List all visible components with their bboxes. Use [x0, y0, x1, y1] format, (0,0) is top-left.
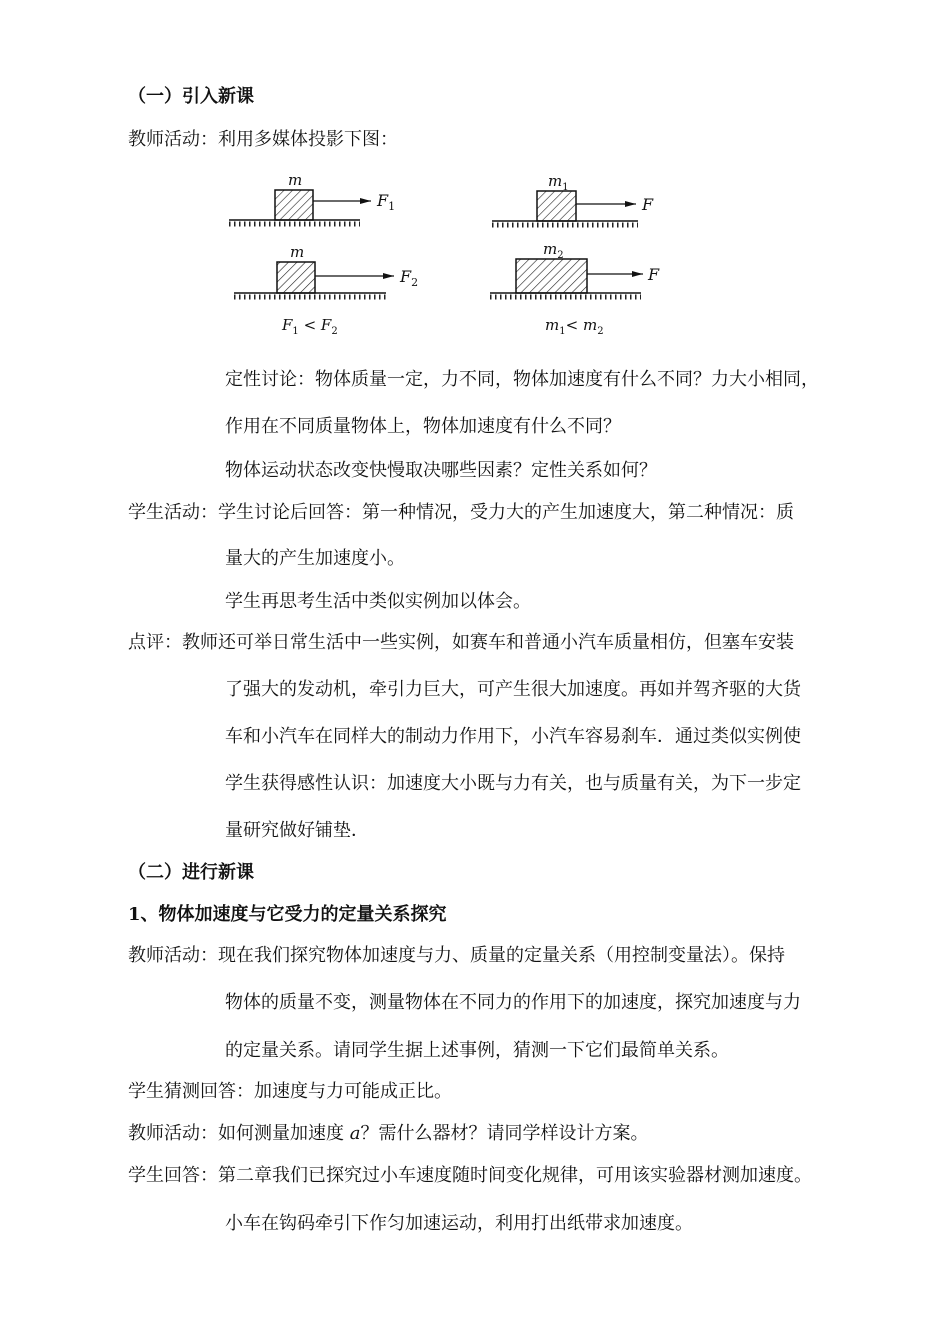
teacher-activity-line: 的定量关系。请同学生据上述事例，猜测一下它们最简单关系。: [225, 1040, 729, 1061]
teacher-activity-line: 教师活动：现在我们探究物体加速度与力、质量的定量关系（用控制变量法）。保持: [128, 945, 785, 966]
block-m: [277, 262, 315, 293]
force-label: F: [648, 265, 660, 284]
block-m2: [516, 259, 587, 293]
comment-line: 量研究做好铺垫．: [225, 820, 369, 841]
comment-line: 学生获得感性认识：加速度大小既与力有关，也与质量有关，为下一步定: [225, 773, 801, 794]
mass-label: m: [288, 171, 303, 189]
teacher-activity-line: 教师活动：利用多媒体投影下图：: [128, 129, 398, 150]
student-activity-line: 量大的产生加速度小。: [225, 548, 405, 569]
subsection-heading: 1、物体加速度与它受力的定量关系探究: [128, 904, 447, 925]
acceleration-symbol: a: [349, 1123, 361, 1144]
force-label: $F_1$: [377, 191, 396, 213]
discussion-line: 定性讨论：物体质量一定，力不同，物体加速度有什么不同？力大小相同，: [225, 369, 819, 390]
section-heading-intro: （一）引入新课: [128, 86, 254, 107]
mass-label: m: [290, 243, 305, 261]
right-caption: $m_1< m_2$: [545, 316, 604, 337]
force-label: $F_2$: [400, 267, 419, 289]
mass-label: $m_1$: [548, 172, 569, 193]
student-answer-line: 小车在钩码牵引下作匀加速运动，利用打出纸带求加速度。: [225, 1213, 693, 1234]
discussion-line: 物体运动状态改变快慢取决哪些因素？定性关系如何？: [225, 460, 657, 481]
teacher-activity-line: 物体的质量不变，测量物体在不同力的作用下的加速度，探究加速度与力: [225, 992, 801, 1013]
force-label: F: [642, 195, 654, 214]
teacher-question-line: [128, 1121, 648, 1147]
left-bottom-diagram: [234, 243, 418, 297]
teacher-question-text: ？需什么器材？请同学样设计方案。: [360, 1123, 649, 1144]
comment-line: 了强大的发动机，牵引力巨大，可产生很大加速度。再如并驾齐驱的大货: [225, 679, 801, 700]
comment-line: 点评：教师还可举日常生活中一些实例，如赛车和普通小汽车质量相仿，但塞车安装: [128, 632, 794, 653]
block-m1: [537, 191, 576, 221]
student-guess-line: 学生猜测回答：加速度与力可能成正比。: [128, 1081, 452, 1102]
section-heading-new-lesson: （二）进行新课: [128, 862, 254, 883]
right-bottom-diagram: [490, 240, 660, 297]
student-activity-line: 学生再思考生活中类似实例加以体会。: [225, 591, 531, 612]
discussion-line: 作用在不同质量物体上，物体加速度有什么不同？: [225, 416, 621, 437]
block-m: [275, 190, 313, 220]
student-activity-line: 学生活动：学生讨论后回答：第一种情况，受力大的产生加速度大，第二种情况：质: [128, 502, 794, 523]
comment-line: 车和小汽车在同样大的制动力作用下，小汽车容易刹车．通过类似实例使: [225, 726, 801, 747]
student-answer-line: 学生回答：第二章我们已探究过小车速度随时间变化规律，可用该实验器材测加速度。: [128, 1165, 812, 1186]
teacher-question-text: 教师活动：如何测量加速度: [128, 1123, 350, 1144]
left-caption: $F_1 < F_2$: [282, 316, 338, 337]
force-mass-figure: [224, 165, 684, 345]
left-top-diagram: [229, 171, 395, 224]
mass-label: $m_2$: [543, 240, 564, 261]
right-top-diagram: [492, 172, 654, 225]
